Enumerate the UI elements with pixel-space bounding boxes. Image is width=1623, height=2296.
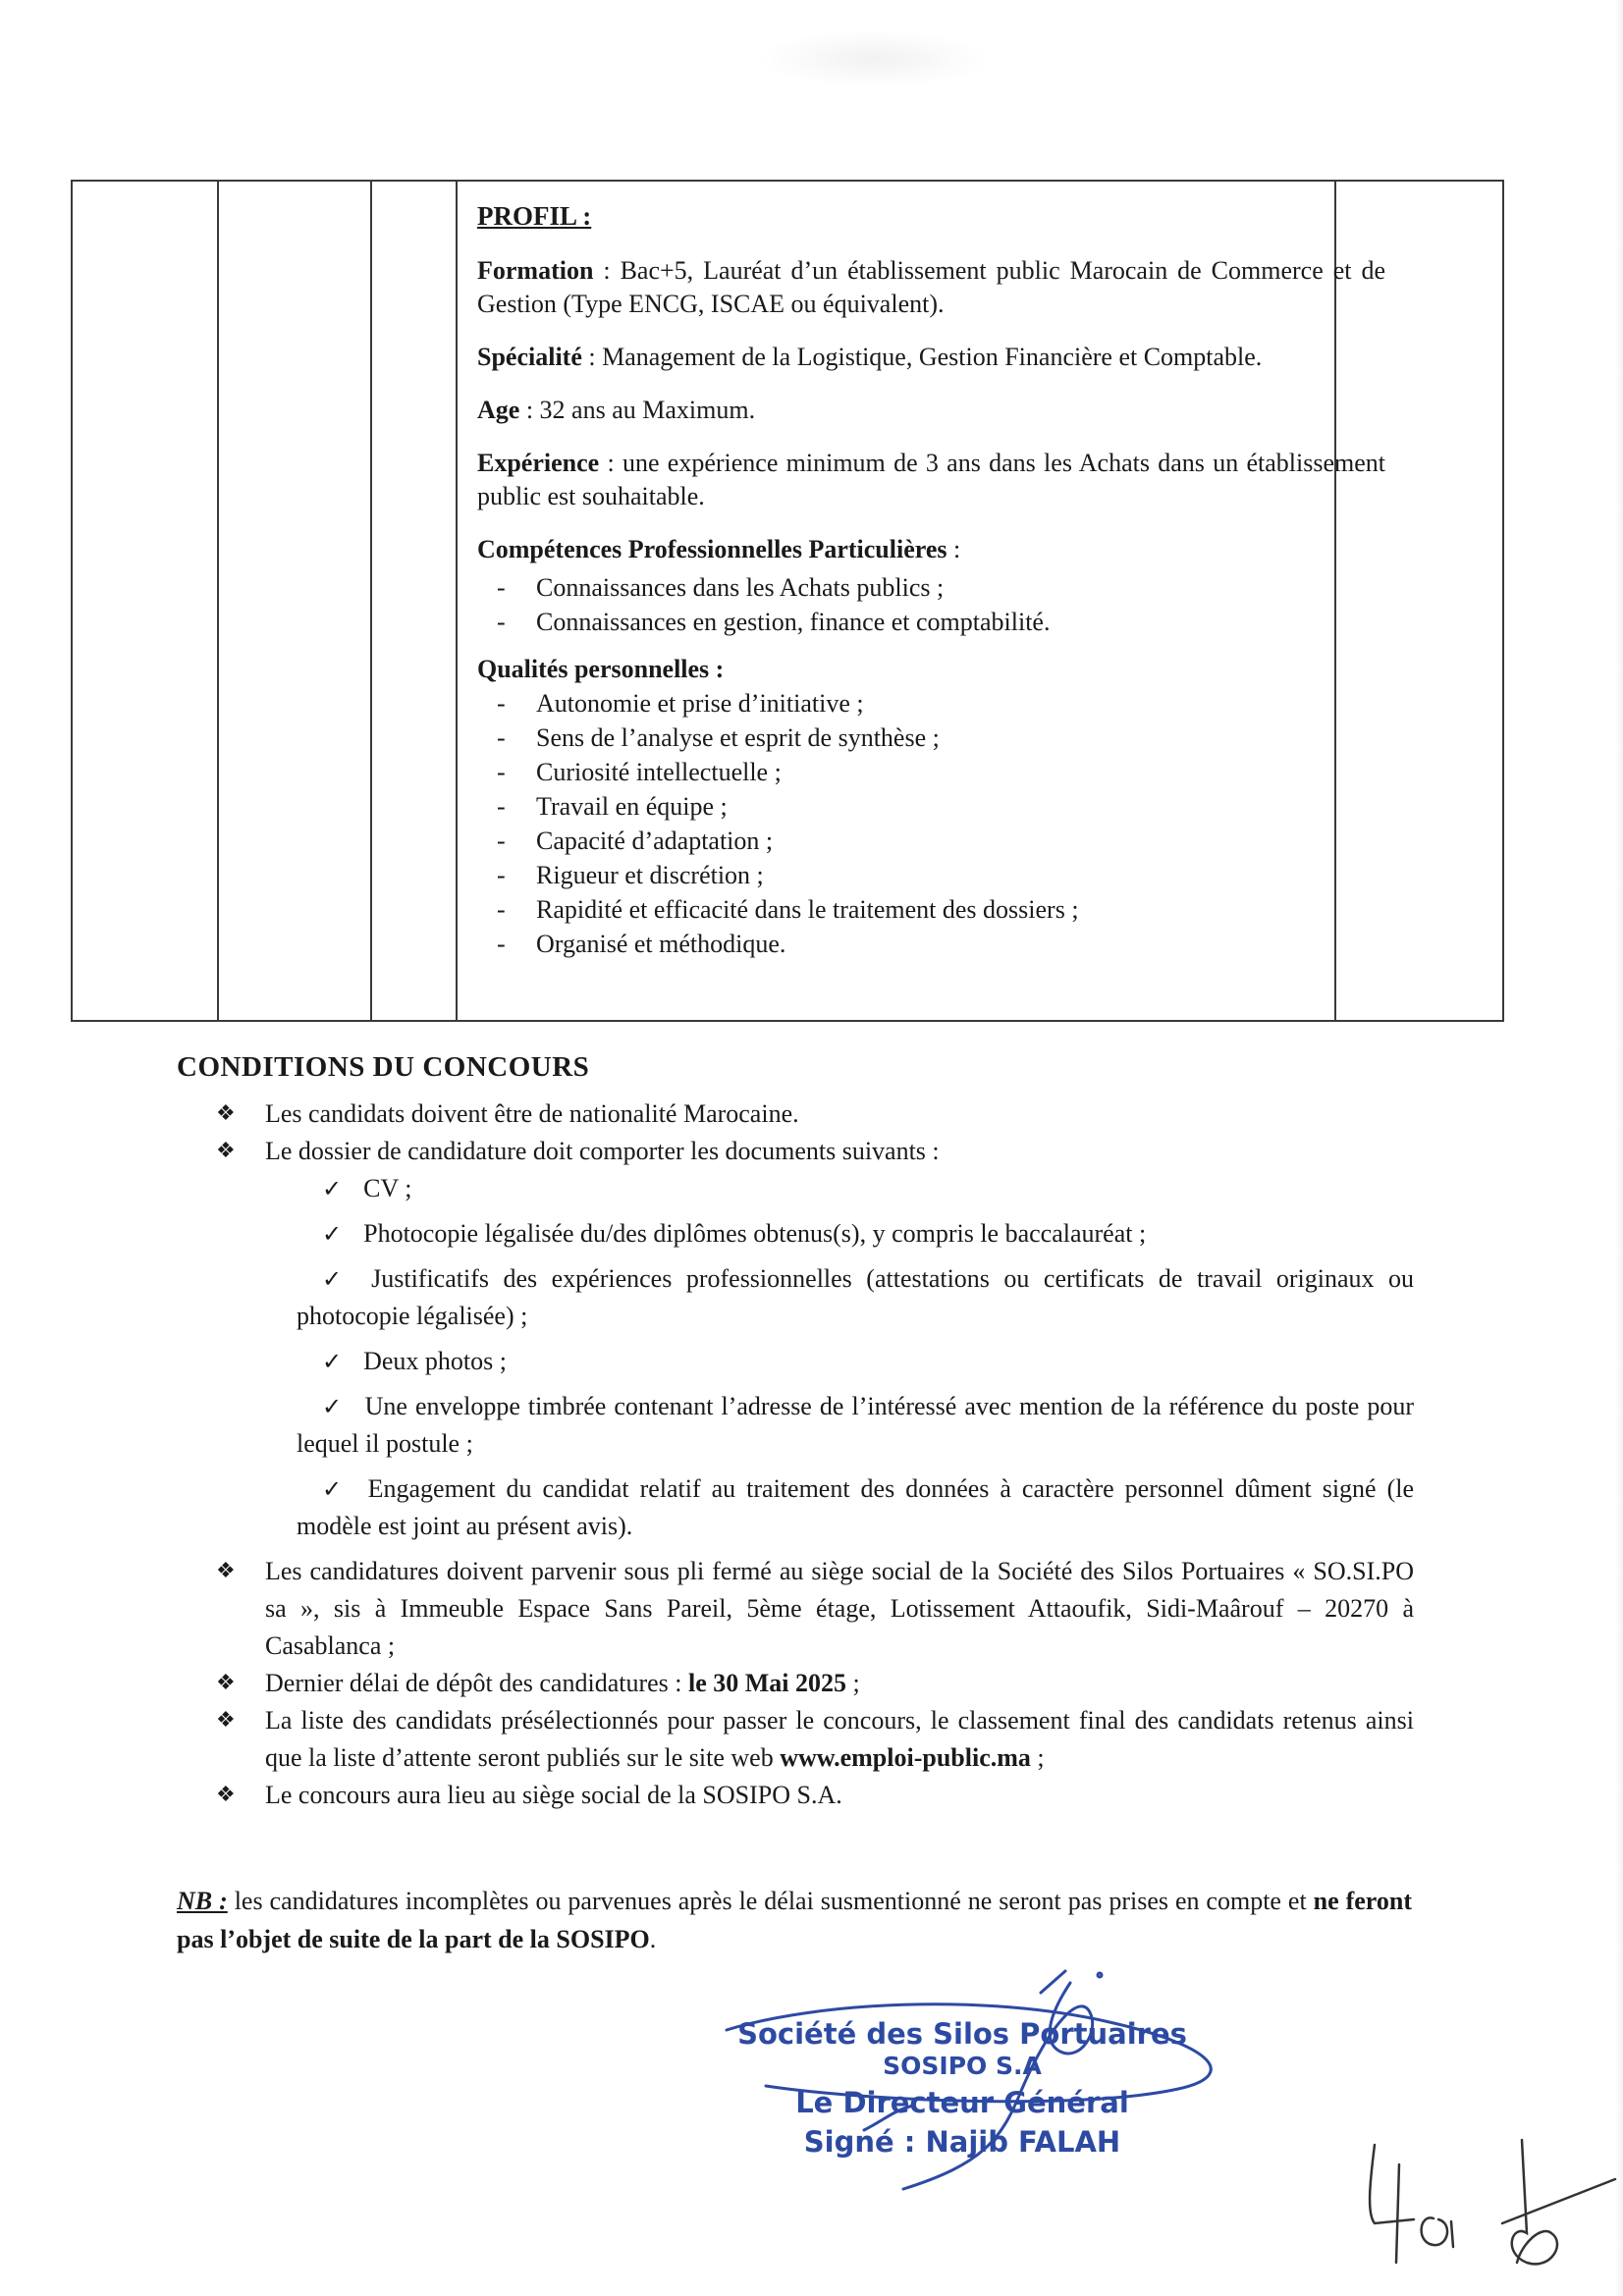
document-text: Justificatifs des expériences professionnelles (attestations ou certificats de travail originaux ou photocopie légalisée) ; — [297, 1264, 1415, 1330]
publication-prefix: La liste des candidats présélectionnés pour passer le concours, le classement final des candidats retenus ainsi que la liste d’attente seront publiés sur le site web — [265, 1706, 1414, 1772]
list-item — [477, 686, 1385, 721]
condition-item — [177, 1665, 1414, 1702]
list-item — [477, 927, 1385, 961]
list-item — [477, 755, 1385, 789]
condition-item — [177, 1702, 1414, 1777]
diamond-bullet-icon: ❖ — [216, 1101, 236, 1126]
handwritten-initials-icon — [1355, 2125, 1620, 2272]
experience-label: Expérience — [477, 449, 600, 477]
conditions-section — [177, 1048, 1414, 1814]
stamp-company: Société des Silos Portuaires — [737, 2017, 1187, 2051]
condition-text: Le dossier de candidature doit comporter les documents suivants : — [265, 1137, 940, 1165]
experience-text: : une expérience minimum de 3 ans dans les Achats dans un établissement public est souhaitable. — [477, 449, 1385, 510]
stamp-signatory: Signé : Najib FALAH — [803, 2125, 1121, 2159]
list-item — [477, 824, 1385, 858]
document-item — [177, 1260, 1414, 1335]
qualites-list — [477, 686, 1385, 961]
competence-text: Connaissances dans les Achats publics ; — [536, 573, 945, 602]
condition-item — [177, 1777, 1414, 1814]
competences-label: Compétences Professionnelles Particulières — [477, 535, 947, 563]
diamond-bullet-icon: ❖ — [216, 1559, 236, 1583]
condition-text: Les candidatures doivent parvenir sous pli fermé au siège social de la Société des Silos Portuaires « SO.SI.PO sa », sis à Immeuble Espace Sans Pareil, 5ème étage, Lotissement Attaoufik, Sidi-Maârouf – 20270 à Casablanca ; — [265, 1557, 1414, 1660]
deadline-prefix: Dernier délai de dépôt des candidatures : — [265, 1669, 688, 1697]
condition-item — [177, 1095, 1414, 1133]
qualite-text: Capacité d’adaptation ; — [536, 827, 774, 855]
document-item — [177, 1170, 1414, 1207]
qualite-text: Curiosité intellectuelle ; — [536, 758, 782, 786]
list-item — [477, 605, 1385, 639]
qualites-label: Qualités personnelles : — [477, 655, 725, 683]
stamp-title: Le Directeur Général — [795, 2086, 1129, 2119]
document-text: Engagement du candidat relatif au traitement des données à caractère personnel dûment signé (le modèle est joint au présent avis). — [297, 1474, 1415, 1540]
conditions-title: CONDITIONS DU CONCOURS — [177, 1051, 590, 1083]
dash-icon: - — [497, 608, 506, 636]
qualite-text: Travail en équipe ; — [536, 792, 728, 821]
nb-text: les candidatures incomplètes ou parvenues après le délai susmentionné ne seront pas prises en compte et — [227, 1887, 1314, 1915]
nb-end: . — [649, 1925, 657, 1953]
checkmark-icon: ✓ — [322, 1475, 347, 1503]
checkmark-icon: ✓ — [322, 1220, 343, 1248]
deadline-suffix: ; — [846, 1669, 860, 1697]
document-item — [177, 1343, 1414, 1380]
checkmark-icon: ✓ — [322, 1265, 351, 1293]
document-item — [177, 1215, 1414, 1253]
dash-icon: - — [497, 792, 506, 821]
qualites-heading — [477, 653, 1385, 686]
publication-website: www.emploi-public.ma — [780, 1743, 1031, 1772]
table-column-divider — [217, 182, 219, 1020]
document-text: Deux photos ; — [363, 1347, 507, 1375]
formation-label: Formation — [477, 256, 594, 285]
profile-cell — [477, 199, 1385, 975]
checkmark-icon: ✓ — [322, 1348, 343, 1375]
specialite-label: Spécialité — [477, 343, 582, 371]
competences-list — [477, 570, 1385, 639]
scan-smudge — [756, 29, 992, 88]
scan-edge-shadow — [1615, 0, 1623, 2296]
experience-paragraph — [477, 447, 1385, 513]
dash-icon: - — [497, 827, 506, 855]
list-item — [477, 858, 1385, 892]
checkmark-icon: ✓ — [322, 1393, 344, 1420]
list-item — [477, 721, 1385, 755]
checkmark-icon: ✓ — [322, 1175, 343, 1202]
dash-icon: - — [497, 895, 506, 924]
nb-bold-text: ne feront pas l’objet de suite de la part de la SOSIPO — [177, 1887, 1412, 1953]
nb-note — [177, 1882, 1412, 1958]
deadline-date: le 30 Mai 2025 — [688, 1669, 847, 1697]
competences-suffix: : — [947, 535, 961, 563]
documents-list — [177, 1170, 1414, 1545]
qualite-text: Organisé et méthodique. — [536, 930, 786, 958]
document-text: Photocopie légalisée du/des diplômes obtenus(s), y compris le baccalauréat ; — [363, 1219, 1147, 1248]
table-column-divider — [456, 182, 458, 1020]
dash-icon: - — [497, 758, 506, 786]
age-label: Age — [477, 396, 520, 424]
document-item — [177, 1388, 1414, 1463]
list-item — [477, 789, 1385, 824]
dash-icon: - — [497, 861, 506, 889]
dash-icon: - — [497, 689, 506, 718]
qualite-text: Rapidité et efficacité dans le traitement des dossiers ; — [536, 895, 1079, 924]
qualite-text: Autonomie et prise d’initiative ; — [536, 689, 864, 718]
condition-text: Les candidats doivent être de nationalité Marocaine. — [265, 1099, 799, 1128]
document-text: CV ; — [363, 1174, 412, 1202]
diamond-bullet-icon: ❖ — [216, 1139, 236, 1163]
profile-table — [71, 180, 1504, 1022]
competence-text: Connaissances en gestion, finance et comptabilité. — [536, 608, 1051, 636]
competences-heading — [477, 533, 1385, 566]
table-column-divider — [370, 182, 372, 1020]
condition-text: Le concours aura lieu au siège social de la SOSIPO S.A. — [265, 1781, 842, 1809]
qualite-text: Rigueur et discrétion ; — [536, 861, 764, 889]
dash-icon: - — [497, 723, 506, 752]
document-item — [177, 1470, 1414, 1545]
list-item — [477, 892, 1385, 927]
specialite-text: : Management de la Logistique, Gestion Financière et Comptable. — [581, 343, 1263, 371]
document-text: Une enveloppe timbrée contenant l’adresse de l’intéressé avec mention de la référence du poste pour lequel il postule ; — [297, 1392, 1414, 1458]
specialite-paragraph — [477, 341, 1385, 374]
diamond-bullet-icon: ❖ — [216, 1783, 236, 1807]
stamp-company-short: SOSIPO S.A — [883, 2052, 1042, 2080]
list-item — [477, 570, 1385, 605]
publication-suffix: ; — [1030, 1743, 1045, 1772]
condition-item — [177, 1133, 1414, 1170]
nb-label: NB : — [177, 1887, 228, 1915]
signature-stamp — [668, 1963, 1257, 2209]
diamond-bullet-icon: ❖ — [216, 1708, 236, 1733]
formation-text: : Bac+5, Lauréat d’un établissement public Marocain de Commerce et de Gestion (Type ENCG, ISCAE ou équivalent). — [477, 256, 1385, 318]
qualite-text: Sens de l’analyse et esprit de synthèse ; — [536, 723, 940, 752]
formation-paragraph — [477, 254, 1385, 321]
age-text: : 32 ans au Maximum. — [519, 396, 756, 424]
condition-item — [177, 1553, 1414, 1665]
diamond-bullet-icon: ❖ — [216, 1671, 236, 1695]
profile-heading: PROFIL : — [477, 201, 592, 231]
dash-icon: - — [497, 930, 506, 958]
dash-icon: - — [497, 573, 506, 602]
age-paragraph — [477, 394, 1385, 427]
